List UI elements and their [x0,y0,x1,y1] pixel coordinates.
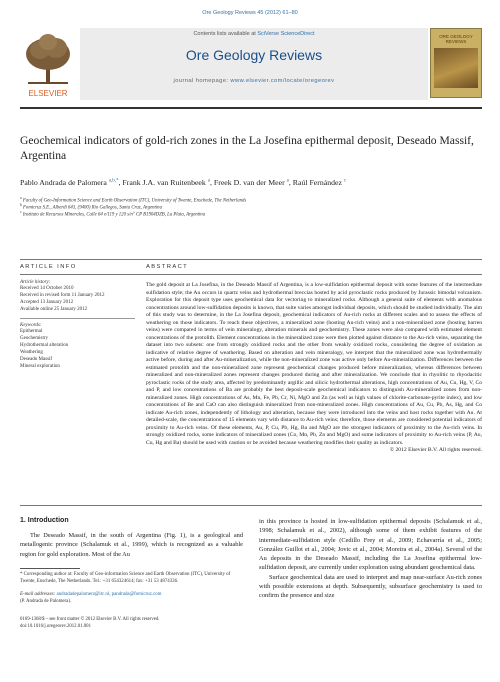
author-name[interactable]: Pablo Andrada de Palomera [20,178,107,187]
header-rule [20,107,482,109]
keyword: Epithermal [20,328,43,334]
journal-title[interactable]: Ore Geology Reviews [185,47,323,63]
journal-banner [80,28,428,100]
history-item: Received in revised form 11 January 2012 [20,293,105,298]
journal-masthead [20,28,482,104]
author-sup[interactable]: a [286,178,289,184]
introduction-heading: 1. Introduction [20,517,69,524]
affiliation [20,210,482,218]
article-info-heading: ARTICLE INFO [20,264,77,270]
email-label: E-mail addresses: [20,592,56,597]
journal-cover-thumbnail[interactable] [430,28,482,98]
corresponding-author-note: * Corresponding author at: Faculty of Geo-information Science and Earth Observation (ITC), University of Twente, Enschede, The Netherlands. Tel.: +31 654324614; fax: +31 53 4874336. [20,572,231,584]
email-links[interactable]: andradadepalomera@itc.nl, pandrada@fomicruz.com [56,592,162,597]
affiliation-text: Faculty of Geo-Information Science and Earth Observation (ITC), University of Twente, Enschede, The Netherlands [22,198,247,204]
author-sup[interactable]: a,b,* [108,178,119,184]
issn-line: 0169-1368/$ – see front matter © 2012 Elsevier B.V. All rights reserved. [20,617,160,622]
section-rule [20,505,482,506]
affiliation-sup: b [20,203,22,207]
contents-line [80,31,428,37]
keyword: Weathering [20,349,43,355]
doi-link[interactable]: doi:10.1016/j.oregeorev.2012.01.001 [20,624,91,629]
info-divider [20,318,135,319]
journal-homepage [80,78,428,84]
contents-prefix: Contents lists available at [193,31,258,37]
keyword: Hydrothermal alteration [20,342,69,348]
homepage-url[interactable]: www.elsevier.com/locate/oregeorev [230,78,335,84]
sciencedirect-link[interactable]: SciVerse ScienceDirect [257,31,315,37]
history-label: Article history: [20,280,51,285]
affiliation-text: Instituto de Recursos Minerales, Calle 64 e/119 y 120 s/n° CP B1904DZB, La Plata, Argentina [22,212,206,218]
intro-paragraph: Surface geochemical data are used to interpret and map near-surface Au-rich zones with possible extensions at depth. Subsequently, subsurface geochemistry is used to confirm the presence and size [259,573,482,600]
history-item: Available online 25 January 2012 [20,307,88,312]
author-name[interactable]: Raúl Fernández [292,178,342,187]
author-sup[interactable]: c [343,178,347,184]
keywords-label: Keywords: [20,322,42,328]
keyword: Deseado Massif [20,356,53,362]
abstract-text: The gold deposit at La Josefina, in the Deseado Massif of Argentina, is a low-sulfidation epithermal deposit with some features of the intermediate sulfidation style; the Au occurs in quartz veins and hydrothermal breccias hosted by acid pyroclastic rocks produced by Jurassic bimodal volcanism. Exploration for this deposit type uses geochemical data for vectoring to mineralized rocks. Although a general suite of elements with anomalous concentrations around low-sulfidation deposits is known, that suite varies amongst individual deposits, which should be studied individually. The aim of this study was to determine, in the La Josefina deposit, geochemical indicators of Au-rich rocks at different scales and to assess the effects of weathering on those indicators. To reach these objectives, a mineralized zone (hosting Au-rich veins) and a non-mineralized zone (hosting barren veins) were compared in terms of vein mineralogy, alteration minerals and geochemistry. These zones were also compared with estimated element concentrations of the protolith. Element concentrations in the mineralized zone were then plotted against distance to the Au-rich veins, separating the dataset into two subsets: one from strongly oxidized rocks and the other from weakly oxidized rocks, considering the degree of oxidation as indicative of relative degree of weathering. Based on alteration and vein mineralogy, we interpret that the mineralized zone was hydrothermally active before, during and after Au-mineralization, while the non-mineralized zone was active only before Au-mineralization. Differences between the estimated protolith and the non-mineralized zone represent geochemical changes produced before mineralization, whereas differences between mineralized and non-mineralized zones represent changes produced during and after mineralization. We conclude that in rhyolitic to rhyodacitic pyroclastic rocks of the study area, affected by predominantly argillic and silicic hydrothermal alterations, high concentrations of Au, Cu, Hg, V, Co and P, and low concentrations of Ba are probably the best deposit-scale geochemical indicators to distinguish Au-mineralized zones from non-mineralized zones. High concentrations of As, Mn, Fe, Pb, Cr, Ni, MgO and Zn (as well as high values of chlorite-carbonate-pyrite index), and low concentrations of Be and CaO can also distinguish mineralized from non-mineralized zones. High concentrations of Au, Cu, Pb, As, Hg, and Co indicate Au-rich zones, independently of lithology and alteration, because they were introduced into the veins and host rocks together with Au. At detailed-scale, the concentrations of 15 elements vary with distance to Au-rich veins; therefore, those elements are considered potential indicators of proximity to Au-rich veins. Of these elements, Au, P, Cu, Pb, Hg, Ba and MgO are the strongest indicators of proximity to the Au-rich veins. In strongly oxidized rocks, some indicators of mineralized zones (Co, Mn, Pb, Zn and MgO) and some indicators of proximity to Au-rich veins (P, Au, Cu, Hg and Ba) should be used with caution or be avoided because weathering modifies their quality as indicators. [146,282,482,446]
cover-image [434,48,478,88]
author-list: Pablo Andrada de Palomera $^{a,b,*}$, Frank J.A. van Ruitenbeek $^a$, Freek D. van der Meer $^a$, Raúl Fernández $^c$ [20,178,347,187]
intro-paragraph: in this province is hosted in low-sulfidation epithermal deposits (Schalamuk et al., 1998; Schalamuk et al., 2002), although some of them exhibit features of the intermediate-sulfidation style (Cedillo Frey et al., 2009; Echavarría et al., 2005; González Guillot et al., 2004; Jovic et al., 2004; Moreira et al., 2004a). Several of the Au deposits in the Deseado Massif, including the La Josefina epithermal low-sulfidation deposit, are currently under exploration using abundant geochemical data. [259,518,482,572]
section-rule [20,259,482,260]
keyword: Geochemistry [20,335,49,341]
author-sup[interactable]: a [207,178,210,184]
history-item: Received 14 October 2010 [20,286,74,291]
journal-reference: Ore Geology Reviews 45 (2012) 61–80 [202,10,298,16]
section-rule [20,274,482,275]
affiliation-sup: c [20,210,22,214]
article-title: Geochemical indicators of gold-rich zones in the La Josefina epithermal deposit, Deseado Massif, Argentina [20,134,474,162]
article-info [20,280,135,370]
history-item: Accepted 13 January 2012 [20,300,74,305]
email-footnote [20,592,243,599]
homepage-label: journal homepage: [173,78,231,84]
author-name[interactable]: Freek D. van der Meer [213,178,285,187]
abstract [146,282,482,455]
footnote-rule [20,568,80,569]
elsevier-logo [20,28,76,102]
intro-left-paragraph: The Deseado Massif, in the south of Argentina (Fig. 1), is a geological and metallogenic province (Schalamuk et al., 1999), which is recognized as a valuable region for gold exploration. Most of the Au [20,532,243,558]
author-name[interactable]: Frank J.A. van Ruitenbeek [122,178,206,187]
email-name: (P. Andrada de Palomera). [20,599,72,604]
intro-right-column [259,517,482,601]
keyword: Mineral exploration [20,363,60,369]
publisher-logo-text: ELSEVIER [28,89,68,98]
affiliation-sup: a [20,196,22,200]
affiliation-text: Fomicruz S.E., Alberdi 643, (9400) Río Gallegos, Santa Cruz, Argentina [23,205,162,211]
abstract-heading: ABSTRACT [146,264,189,270]
cover-title: ORE GEOLOGY REVIEWS [439,34,473,44]
copyright-notice: © 2012 Elsevier B.V. All rights reserved. [389,447,482,453]
